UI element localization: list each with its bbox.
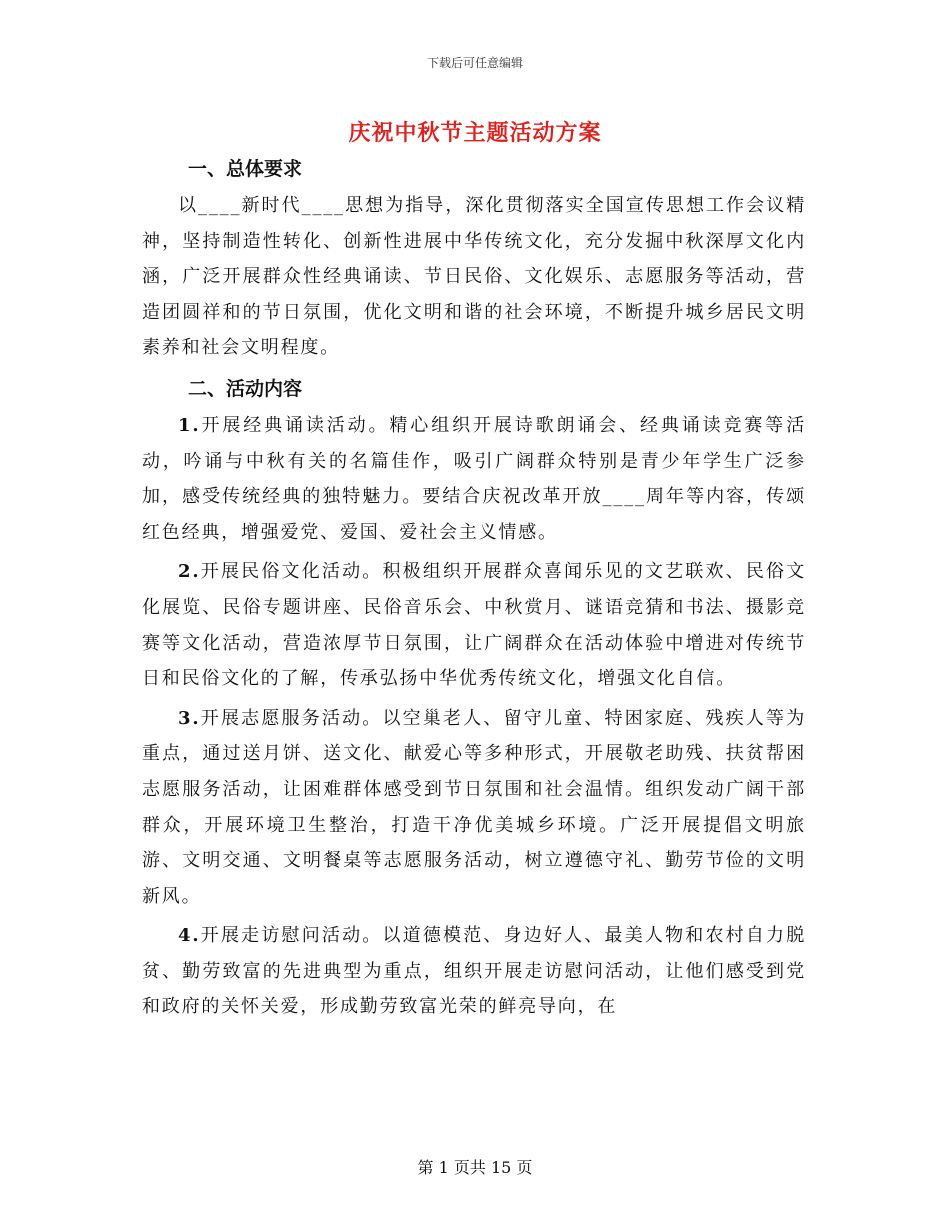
page-header-note: 下载后可任意编辑 [426,56,523,70]
item-number: 3. [178,707,201,729]
list-item-activity-1 [142,408,806,550]
list-item-activity-4 [142,918,806,1025]
item-text: 开展经典诵读活动。精心组织开展诗歌朗诵会、经典诵读竞赛等活动，吟诵与中秋有关的名篇佳作，吸引广阔群众特别是青少年学生广泛参加，感受传统经典的独特魅力。要结合庆祝改革开放____周年等内容，传颂红色经典，增强爱党、爱国、爱社会主义情感。 [142,414,806,543]
document-body [142,150,806,1029]
item-number: 1. [178,414,201,436]
item-number: 2. [178,561,201,583]
item-text: 开展民俗文化活动。积极组织开展群众喜闻乐见的文艺联欢、民俗文化展览、民俗专题讲座、民俗音乐会、中秋赏月、谜语竞猜和书法、摄影竞赛等文化活动，营造浓厚节日氛围，让广阔群众在活动体验中增进对传统节日和民俗文化的了解，传承弘扬中华优秀传统文化，增强文化自信。 [142,561,806,690]
page-number-footer: 第 1 页共 15 页 [417,1158,533,1177]
list-item-activity-2 [142,554,806,696]
document-title: 庆祝中秋节主题活动方案 [348,120,602,146]
paragraph-general-requirements: 以____新时代____思想为指导，深化贯彻落实全国宣传思想工作会议精神，坚持制造性转化、创新性进展中华传统文化，充分发掘中秋深厚文化内涵，广泛开展群众性经典诵读、节日民俗、文化娱乐、志愿服务等活动，营造团圆祥和的节日氛围，优化文明和谐的社会环境，不断提升城乡居民文明素养和社会文明程度。 [142,195,806,359]
item-text: 开展走访慰问活动。以道德模范、身边好人、最美人物和农村自力脱贫、勤劳致富的先进典型为重点，组织开展走访慰问活动，让他们感受到党和政府的关怀关爱，形成勤劳致富光荣的鲜亮导向，在 [142,925,806,1018]
list-item-activity-3 [142,701,806,915]
section-heading-activity-content: 二、活动内容 [188,377,303,400]
section-heading-general-requirements: 一、总体要求 [188,158,303,180]
item-number: 4. [178,925,201,947]
item-text: 开展志愿服务活动。以空巢老人、留守儿童、特困家庭、残疾人等为重点，通过送月饼、送文化、献爱心等多种形式，开展敬老助残、扶贫帮困志愿服务活动，让困难群体感受到节日氛围和社会温情。组织发动广阔干部群众，开展环境卫生整治，打造干净优美城乡环境。广泛开展提倡文明旅游、文明交通、文明餐桌等志愿服务活动，树立遵德守礼、勤劳节俭的文明新风。 [142,707,806,907]
